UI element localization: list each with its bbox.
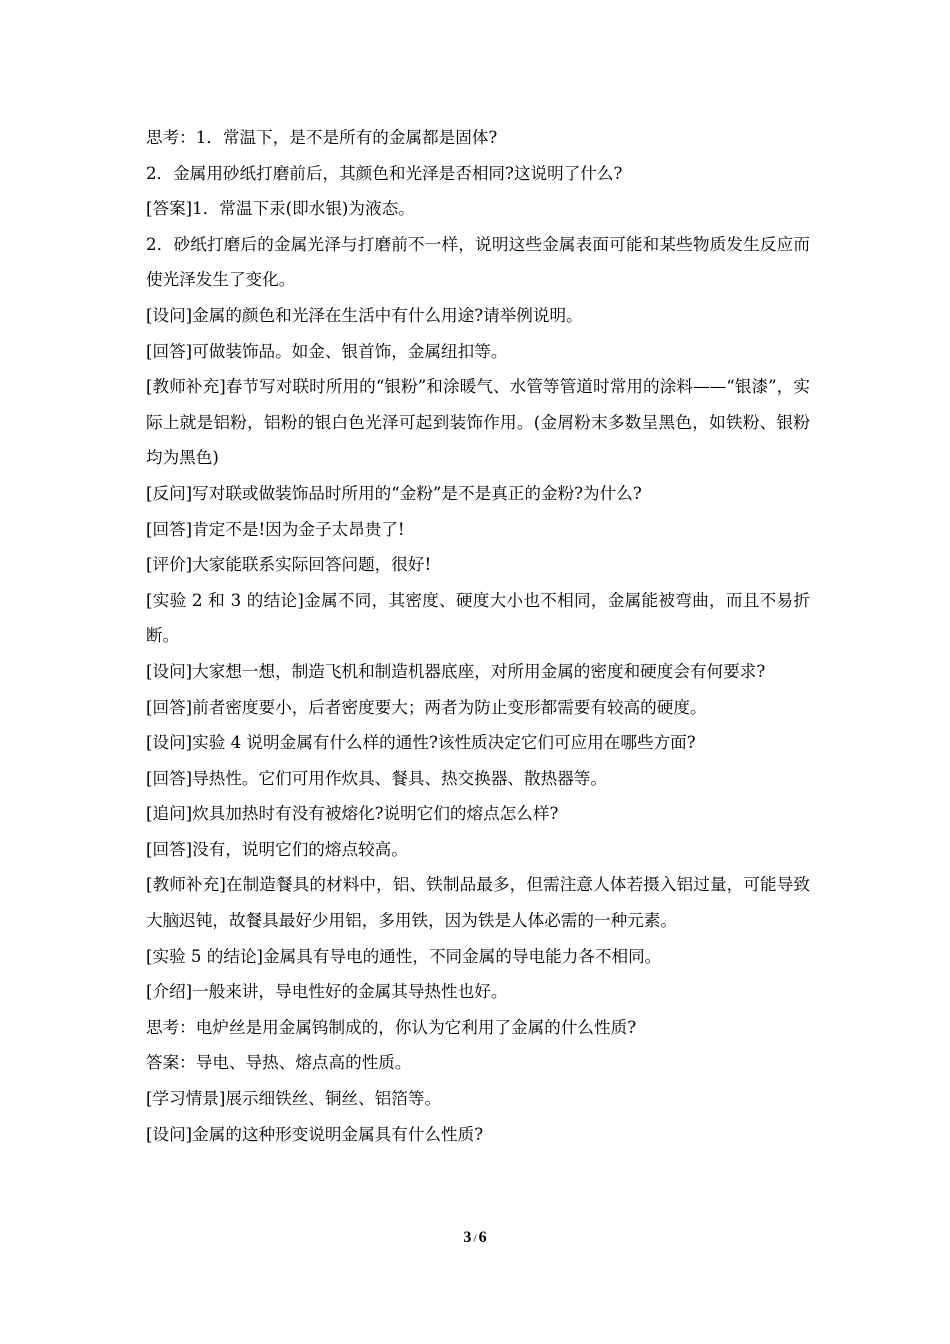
paragraph: [追问]炊具加热时有没有被熔化?说明它们的熔点怎么样? (146, 804, 559, 824)
paragraph: 2．金属用砂纸打磨前后，其颜色和光泽是否相同?这说明了什么? (146, 163, 623, 183)
paragraph: [设问]大家想一想，制造飞机和制造机器底座，对所用金属的密度和硬度会有何要求? (146, 661, 766, 681)
paragraph: [反问]写对联或做装饰品时所用的“金粉”是不是真正的金粉?为什么? (146, 483, 642, 503)
page-number-separator: / (473, 1231, 477, 1245)
paragraph: [答案]1．常温下汞(即水银)为液态。 (146, 199, 415, 219)
paragraph: [回答]肯定不是!因为金子太昂贵了! (146, 519, 405, 539)
paragraph: [回答]导热性。它们可用作炊具、餐具、热交换器、散热器等。 (146, 768, 607, 788)
paragraph: [设问]金属的颜色和光泽在生活中有什么用途?请举例说明。 (146, 305, 583, 325)
paragraph: [实验 2 和 3 的结论]金属不同，其密度、硬度大小也不相同，金属能被弯曲，而且不易折断。 (146, 590, 810, 646)
current-page-number: 3 (463, 1229, 472, 1246)
page-number-footer (0, 1226, 950, 1250)
paragraph: [评价]大家能联系实际回答问题，很好! (146, 555, 432, 575)
document-body (146, 120, 810, 1152)
paragraph: [设问]实验 4 说明金属有什么样的通性?该性质决定它们可应用在哪些方面? (146, 733, 696, 753)
paragraph: [教师补充]春节写对联时所用的“银粉”和涂暖气、水管等管道时常用的涂料——“银漆”，实际上就是铝粉，铝粉的银白色光泽可起到装饰作用。(金屑粉末多数呈黑色，如铁粉、银粉均为黑色) (146, 377, 810, 468)
paragraph: 思考：电炉丝是用金属钨制成的，你认为它利用了金属的什么性质? (146, 1017, 637, 1037)
paragraph: [介绍]一般来讲，导电性好的金属其导热性也好。 (146, 982, 508, 1002)
paragraph: [回答]没有，说明它们的熔点较高。 (146, 839, 408, 859)
paragraph: [回答]可做装饰品。如金、银首饰，金属纽扣等。 (146, 341, 508, 361)
paragraph: 思考：1．常温下，是不是所有的金属都是固体? (146, 128, 498, 147)
total-page-count: 6 (478, 1229, 487, 1246)
paragraph: [教师补充]在制造餐具的材料中，铝、铁制品最多，但需注意人体若摄入铝过量，可能导致大脑迟钝，故餐具最好少用铝，多用铁，因为铁是人体必需的一种元素。 (146, 875, 810, 931)
paragraph: 2．砂纸打磨后的金属光泽与打磨前不一样，说明这些金属表面可能和某些物质发生反应而使光泽发生了变化。 (146, 234, 810, 290)
paragraph: [设问]金属的这种形变说明金属具有什么性质? (146, 1124, 484, 1144)
paragraph: [学习情景]展示细铁丝、铜丝、铝箔等。 (146, 1089, 442, 1109)
paragraph: [回答]前者密度要小，后者密度要大；两者为防止变形都需要有较高的硬度。 (146, 697, 707, 717)
paragraph: [实验 5 的结论]金属具有导电的通性，不同金属的导电能力各不相同。 (146, 946, 662, 966)
paragraph: 答案：导电、导热、熔点高的性质。 (146, 1053, 412, 1073)
